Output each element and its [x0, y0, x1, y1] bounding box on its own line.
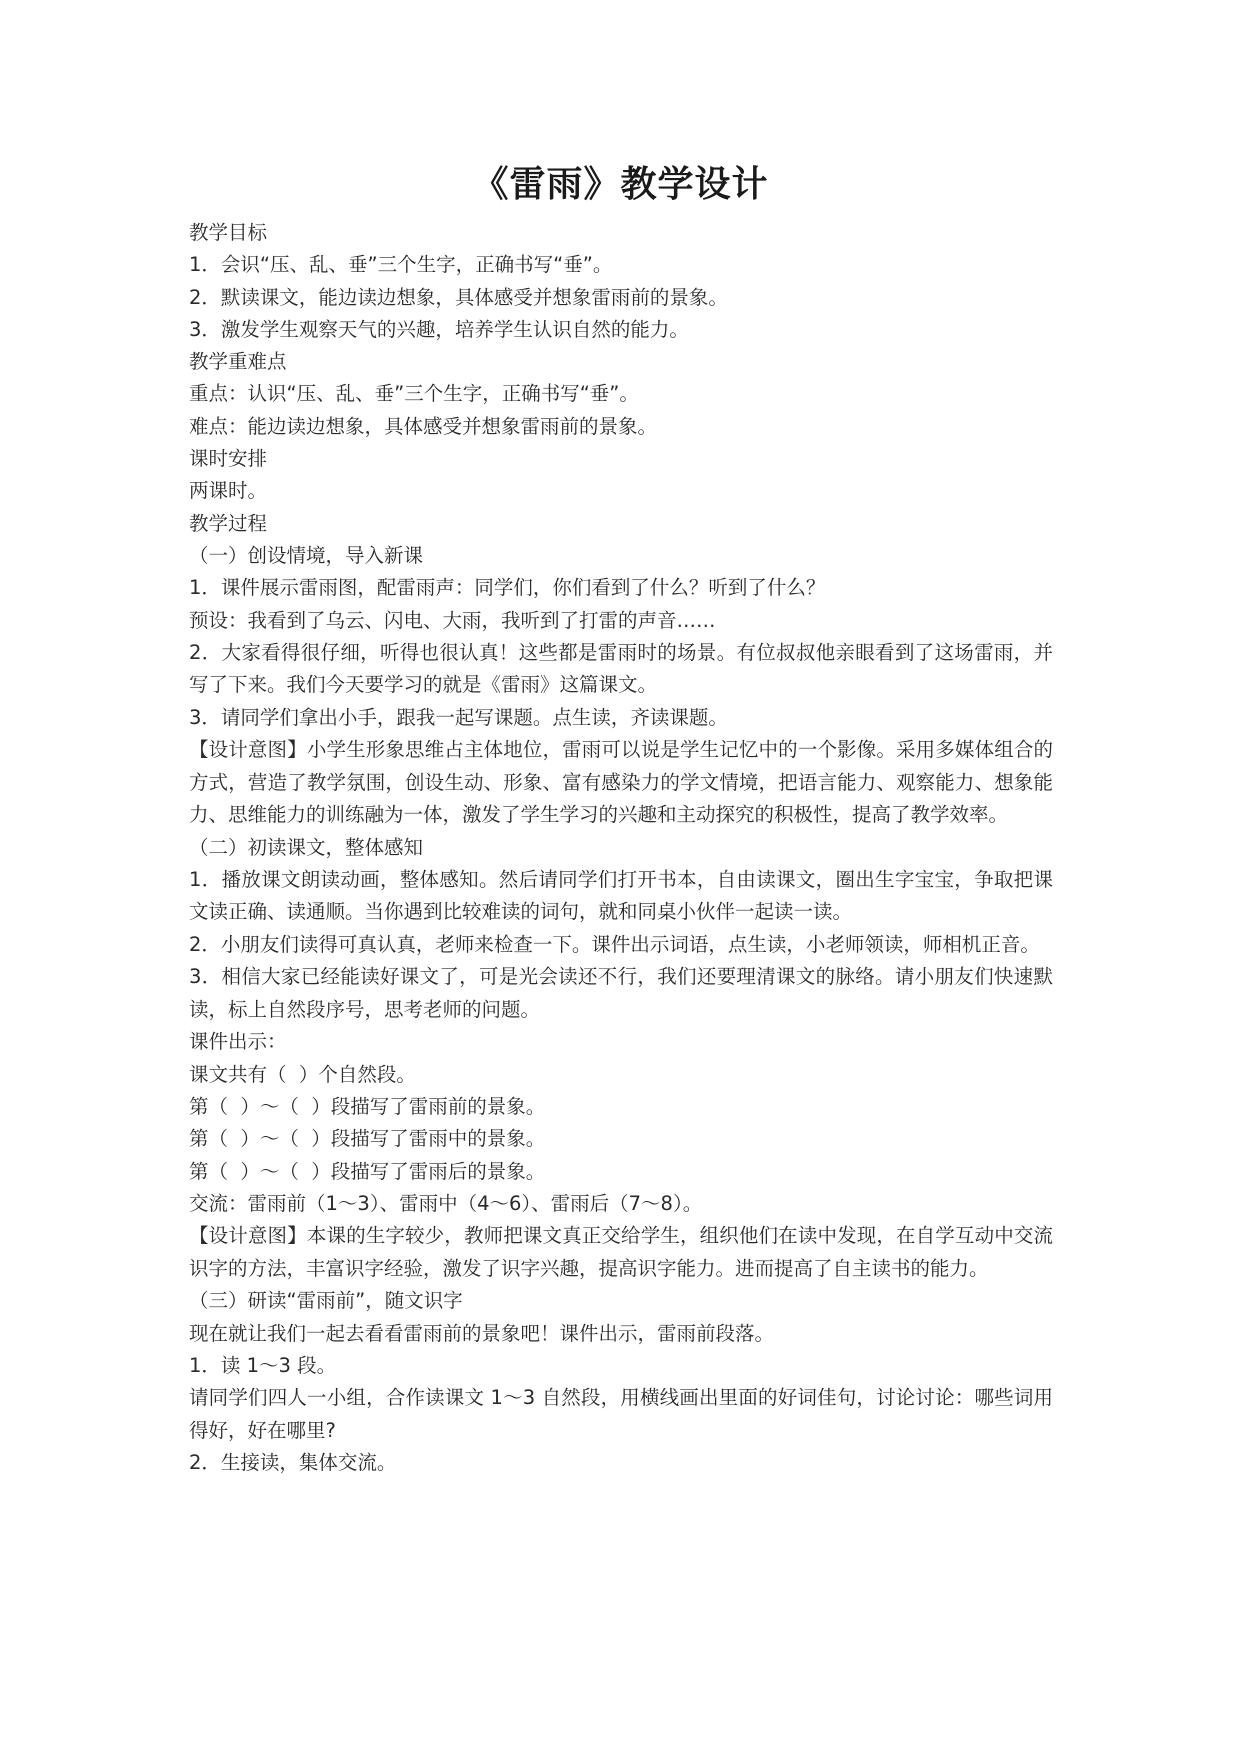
question-after-rain: 第（ ）～（ ）段描写了雷雨后的景象。	[189, 1159, 546, 1183]
exchange-answer: 交流：雷雨前（1～3）、雷雨中（4～6）、雷雨后（7～8）。	[189, 1191, 703, 1215]
document-body	[189, 217, 1053, 1479]
section-1-design-intent: 【设计意图】小学生形象思维占主体地位，雷雨可以说是学生记忆中的一个影像。采用多媒体组合的方式，营造了教学氛围，创设生动、形象、富有感染力的学文情境，把语言能力、观察能力、想象能力、思维能力的训练融为一体，激发了学生学习的兴趣和主动探究的积极性，提高了教学效率。	[189, 738, 1053, 827]
section-2-step-1: 1．播放课文朗读动画，整体感知。然后请同学们打开书本，自由读课文，圈出生字宝宝，争取把课文读正确、读通顺。当你遇到比较难读的词句，就和同桌小伙伴一起读一读。	[189, 867, 1053, 924]
goal-item-3: 3．激发学生观察天气的兴趣，培养学生认识自然的能力。	[189, 317, 689, 341]
heading-schedule: 课时安排	[189, 447, 268, 471]
section-3-step-1: 1．读 1～3 段。	[189, 1353, 337, 1377]
key-point: 重点：认识“压、乱、垂”三个生字，正确书写“垂”。	[189, 382, 639, 406]
section-2-step-2: 2．小朋友们读得可真认真，老师来检查一下。课件出示词语，点生读，小老师领读，师相机正音。	[189, 932, 1040, 956]
section-1-step-1: 1．课件展示雷雨图，配雷雨声：同学们，你们看到了什么？听到了什么？	[189, 576, 826, 600]
section-1-step-3: 3．请同学们拿出小手，跟我一起写课题。点生读，齐读课题。	[189, 705, 728, 729]
section-2-step-3: 3．相信大家已经能读好课文了，可是光会读还不行，我们还要理清课文的脉络。请小朋友们快速默读，标上自然段序号，思考老师的问题。	[189, 965, 1053, 1021]
heading-teaching-process: 教学过程	[189, 511, 268, 535]
question-during-rain: 第（ ）～（ ）段描写了雷雨中的景象。	[189, 1127, 546, 1151]
schedule-text: 两课时。	[189, 479, 268, 503]
goal-item-1: 1．会识“压、乱、垂”三个生字，正确书写“垂”。	[189, 253, 613, 277]
difficult-point: 难点：能边读边想象，具体感受并想象雷雨前的景象。	[189, 414, 658, 438]
section-3-group-task: 请同学们四人一小组，合作读课文 1～3 自然段，用横线画出里面的好词佳句，讨论讨论：哪些词用得好，好在哪里?	[189, 1386, 1053, 1442]
section-2-design-intent: 【设计意图】本课的生字较少，教师把课文真正交给学生，组织他们在读中发现，在自学互动中交流识字的方法，丰富识字经验，激发了识字兴趣，提高识字能力。进而提高了自主读书的能力。	[189, 1224, 1053, 1280]
section-3-step-2: 2．生接读，集体交流。	[189, 1451, 397, 1475]
document-title: 《雷雨》教学设计	[472, 163, 769, 205]
section-3-heading: （三）研读“雷雨前”，随文识字	[189, 1289, 463, 1313]
section-1-preset: 预设：我看到了乌云、闪电、大雨，我听到了打雷的声音……	[189, 608, 716, 632]
courseware-label: 课件出示：	[189, 1030, 287, 1054]
question-before-rain: 第（ ）～（ ）段描写了雷雨前的景象。	[189, 1095, 546, 1119]
heading-key-difficult-points: 教学重难点	[189, 350, 287, 374]
section-1-step-2: 2．大家看得很仔细，听得也很认真！这些都是雷雨时的场景。有位叔叔他亲眼看到了这场雷雨，并写了下来。我们今天要学习的就是《雷雨》这篇课文。	[189, 640, 1053, 697]
section-1-heading: （一）创设情境，导入新课	[189, 543, 424, 567]
heading-teaching-goals: 教学目标	[189, 221, 268, 244]
section-3-intro: 现在就让我们一起去看看雷雨前的景象吧！课件出示，雷雨前段落。	[189, 1321, 775, 1345]
section-2-heading: （二）初读课文，整体感知	[189, 835, 424, 859]
goal-item-2: 2．默读课文，能边读边想象，具体感受并想象雷雨前的景象。	[189, 285, 728, 309]
question-paragraph-count: 课文共有（ ）个自然段。	[189, 1062, 416, 1086]
